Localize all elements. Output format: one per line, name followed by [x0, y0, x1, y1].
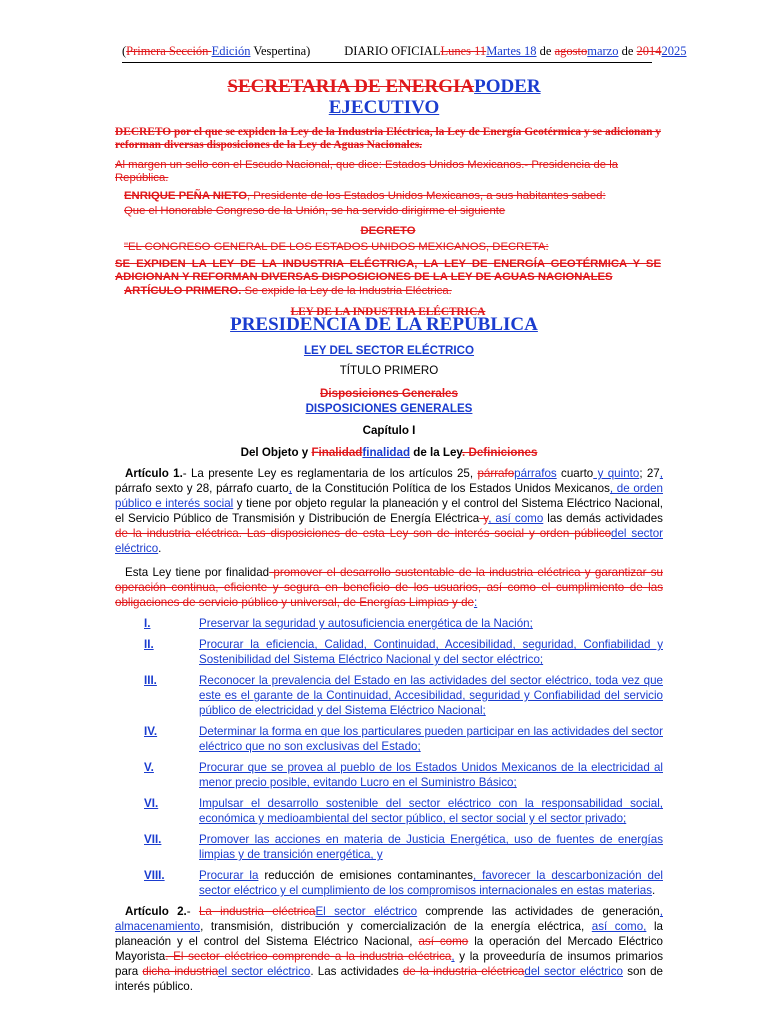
art2-inserted: ,: [451, 950, 455, 963]
list-item: [115, 616, 663, 631]
item-text: Reconocer la prevalencia del Estado en las actividades del sector eléctrico, toda vez que este es el garante de la Continuidad, Accesibilidad, seguridad y Confiabilidad del servicio público de electricidad y del Sistema Eléctrico Nacional;: [199, 674, 663, 717]
objeto-heading: [115, 445, 663, 460]
seal-note: Al margen un sello con el Escudo Nacional, que dice: Estados Unidos Mexicanos.- Presidencia de la República.: [115, 159, 618, 184]
art2-inserted: El sector eléctrico: [315, 905, 418, 918]
art1-text: párrafo sexto y 28, párrafo cuarto: [115, 482, 289, 495]
art1-text: - La presente Ley es reglamentaria de los artículos 25,: [182, 467, 478, 480]
art1-text: y tiene por objeto regular la planeación y el control del Sistema Eléctrico Nacional, el Servicio Público de Transmisión y Distribución de Energía Eléctrica: [115, 497, 663, 525]
title-line-1: [0, 76, 768, 97]
art1-text: .: [158, 542, 162, 555]
art1-deleted: de la industria eléctrica. Las disposiciones de esta Ley son de interés social y orden público: [115, 527, 612, 540]
art2-inserted: así como,: [591, 920, 647, 933]
objeto-b: de la Ley: [410, 446, 463, 459]
header-year-deleted: 2014: [636, 44, 662, 58]
item8-text: .: [652, 884, 656, 897]
decree-preamble: [115, 126, 661, 318]
articulo-2-label: Artículo 2.: [125, 905, 187, 918]
expiden-heading: SE EXPIDEN LA LEY DE LA INDUSTRIA ELÉCTRICA, LA LEY DE ENERGÍA GEOTÉRMICA Y SE ADICIONAN Y REFORMAN DIVERSAS DISPOSICIONES DE LA LEY DE AGUAS NACIONALES: [115, 258, 661, 283]
title-line-2: [0, 97, 768, 118]
capitulo-heading: Capítulo I: [362, 424, 416, 437]
header-section-deleted: Primera Sección: [126, 44, 212, 58]
disposiciones-inserted: DISPOSICIONES GENERALES: [305, 402, 473, 415]
page-header: [122, 44, 687, 59]
item-number: IV.: [144, 725, 158, 738]
art2-text: la planeación y el control del Sistema Eléctrico Nacional,: [115, 920, 663, 948]
item-number: I.: [144, 617, 151, 630]
art1-deleted: y: [479, 512, 489, 525]
objeto-a: Del Objeto y: [240, 446, 312, 459]
articulo-primero-rest: Se expide la Ley de la Industria Eléctrica.: [241, 285, 452, 297]
art1-inserted: y quinto: [593, 467, 640, 480]
item-text: Impulsar el desarrollo sostenible del sector eléctrico con la responsabilidad social, económica y medioambiental del sector público, el sector social y el sector privado;: [199, 797, 663, 825]
articulo-2: [115, 904, 663, 994]
item-text: Procurar que se provea al pueblo de los Estados Unidos Mexicanos de la electricidad al menor precio posible, evitando Lucro en el Suministro Básico;: [199, 761, 663, 789]
art2-deleted: La industria eléctrica: [198, 905, 316, 918]
art2-text: . Las actividades: [310, 965, 403, 978]
art1-text: cuarto: [556, 467, 594, 480]
art1-deleted: párrafo: [477, 467, 515, 480]
art1-text: de la Constitución Política de los Estados Unidos Mexicanos: [291, 482, 610, 495]
item-text: Determinar la forma en que los particulares pueden participar en las actividades del sector eléctrico que no son exclusivas del Estado;: [199, 725, 663, 753]
finalidad-inserted: :: [473, 596, 478, 609]
list-item: [115, 760, 663, 790]
art1-text: ; 27: [639, 467, 660, 480]
list-item: [115, 673, 663, 718]
header-day-deleted: Lunes 11: [440, 44, 487, 58]
item-number: III.: [144, 674, 157, 687]
titulo-primero: TÍTULO PRIMERO: [339, 364, 439, 377]
objeto-deleted-1: Finalidad: [311, 446, 363, 459]
articulo-1-label: Artículo 1.: [125, 467, 183, 480]
art1-inserted: párrafos: [514, 467, 557, 480]
art1-text: las demás actividades: [543, 512, 663, 525]
art2-text: y la proveeduría de insumos primarios para: [115, 950, 663, 978]
congress-line: Que el Honorable Congreso de la Unión, se ha servido dirigirme el siguiente: [124, 204, 506, 217]
law-body: [115, 343, 663, 994]
header-edition-inserted: Edición: [211, 44, 251, 58]
objeto-deleted-2: . Definiciones: [462, 446, 538, 459]
art1-inserted: , así como: [488, 512, 544, 525]
president-rest: , Presidente de los Estados Unidos Mexicanos, a sus habitantes sabed:: [247, 190, 606, 202]
item-text: [199, 868, 663, 898]
list-item: [115, 868, 663, 898]
president-name: ENRIQUE PEÑA NIETO: [124, 190, 248, 202]
header-divider: [122, 62, 652, 63]
item-number: II.: [144, 638, 154, 651]
header-diario: DIARIO OFICIAL: [344, 44, 441, 58]
finalidad-deleted: promover el desarrollo sustentable de la industria eléctrica y garantizar su operación continua, eficiente y segura en beneficio de los usuarios, así como el cumplimiento de las obligaciones de servicio público y universal, de Energías Limpias y de: [115, 566, 663, 609]
header-open: (: [122, 44, 127, 58]
art2-text: , transmisión, distribución y comercialización de la energía eléctrica,: [200, 920, 592, 933]
president-line: [115, 190, 661, 203]
art2-deleted: de la industria eléctrica: [402, 965, 525, 978]
item-number: V.: [144, 761, 154, 774]
art2-inserted: del sector eléctrico: [524, 965, 623, 978]
decree-summary: DECRETO por el que se expiden la Ley de la Industria Eléctrica, la Ley de Energía Geotérmica y se adicionan y reforman diversas disposiciones de la Ley de Aguas Nacionales.: [115, 126, 661, 151]
item-text: Promover las acciones en materia de Justicia Energética, uso de fuentes de energías limpias y de transición energética, y: [199, 833, 663, 861]
list-item: [115, 637, 663, 667]
art1-inserted: del sector eléctrico: [115, 527, 663, 555]
item8-inserted: , favorecer la descarbonización del sector eléctrico y el cumplimiento de los compromisos internacionales en estas materias: [199, 869, 663, 897]
title-deleted: SECRETARIA DE ENERGIA: [227, 76, 475, 97]
list-item: [115, 832, 663, 862]
art2-deleted: así como: [418, 935, 469, 948]
header-month-inserted: marzo: [587, 44, 619, 58]
title-inserted-2: EJECUTIVO: [328, 97, 440, 118]
header-month-deleted: agosto: [554, 44, 588, 58]
header-year-inserted: 2025: [661, 44, 687, 58]
list-item: [115, 724, 663, 754]
art2-text: la operación del Mercado Eléctrico Mayorista: [115, 935, 663, 963]
finalidad-paragraph: [115, 565, 663, 610]
articulo-primero: [115, 285, 661, 298]
ley-industria-heading: LEY DE LA INDUSTRIA ELÉCTRICA: [290, 305, 486, 318]
objeto-inserted-1: finalidad: [362, 446, 411, 459]
header-de2: de: [618, 44, 637, 58]
item8-text: reducción de emisiones contaminantes: [258, 869, 473, 882]
header-day-inserted: Martes 18: [486, 44, 537, 58]
art1-inserted: ,: [659, 467, 663, 480]
articulo-primero-label: ARTÍCULO PRIMERO.: [124, 285, 242, 297]
document-title: [0, 76, 768, 118]
congreso-decreta: "EL CONGRESO GENERAL DE LOS ESTADOS UNIDOS MEXICANOS, DECRETA:: [124, 240, 549, 253]
disposiciones-deleted: Disposiciones Generales: [320, 387, 458, 400]
item-number: VI.: [144, 797, 159, 810]
art2-text: comprende las actividades de generación: [417, 905, 660, 918]
item8-inserted: Procurar la: [199, 869, 259, 882]
articulo-1: [115, 466, 663, 556]
finalidad-text: Esta Ley tiene por finalidad: [125, 566, 270, 579]
item-number: VII.: [144, 833, 162, 846]
header-edition-rest: Vespertina): [250, 44, 311, 58]
item-text: Preservar la seguridad y autosuficiencia energética de la Nación;: [199, 617, 533, 630]
ley-sector-heading: LEY DEL SECTOR ELÉCTRICO: [303, 344, 475, 357]
art2-deleted: dicha industria: [142, 965, 219, 978]
art2-inserted: el sector eléctrico: [218, 965, 311, 978]
art1-inserted: ,: [288, 482, 292, 495]
objectives-list: [115, 616, 663, 898]
item-number: VIII.: [144, 869, 165, 882]
art2-deleted: . El sector eléctrico comprende a la industria eléctrica: [165, 950, 452, 963]
art2-text: son de interés público.: [115, 965, 663, 993]
header-de1: de: [536, 44, 555, 58]
art1-inserted: , de orden público e interés social: [115, 482, 663, 510]
list-item: [115, 796, 663, 826]
presidencia-heading: PRESIDENCIA DE LA REPUBLICA: [230, 314, 538, 335]
title-inserted-1: PODER: [474, 76, 541, 97]
art2-text: -: [186, 905, 199, 918]
item-text: Procurar la eficiencia, Calidad, Continuidad, Accesibilidad, seguridad, Confiabilidad y Sostenibilidad del Sistema Eléctrico Nacional y del sector eléctrico;: [199, 638, 663, 666]
decreto-heading: DECRETO: [360, 225, 416, 237]
art2-inserted: , almacenamiento: [115, 905, 663, 933]
